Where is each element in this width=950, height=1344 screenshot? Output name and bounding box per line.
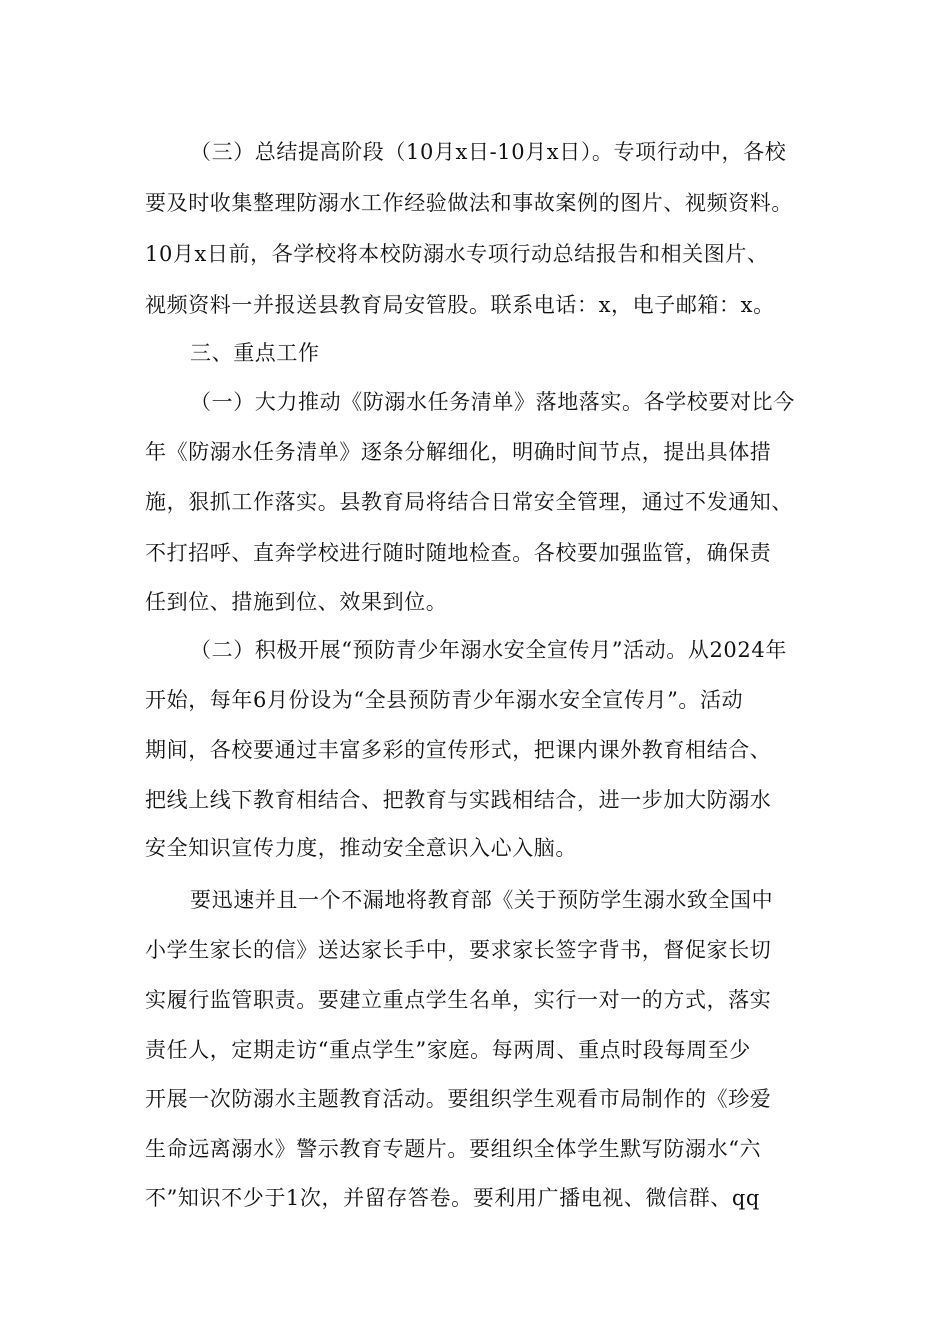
text-line: （二）积极开展“预防青少年溺水安全宣传月”活动。从2024年 bbox=[190, 638, 787, 662]
text-line: 责任人，定期走访“重点学生”家庭。每两周、重点时段每周至少 bbox=[145, 1038, 751, 1062]
text-line: 生命远离溺水》警示教育专题片。要组织全体学生默写防溺水“六 bbox=[145, 1137, 762, 1161]
text-line: 10月x日前，各学校将本校防溺水专项行动总结报告和相关图片、 bbox=[145, 242, 769, 266]
text-line: 不打招呼、直奔学校进行随时随地检查。各校要加强监管，确保责 bbox=[145, 541, 772, 565]
text-line: 要迅速并且一个不漏地将教育部《关于预防学生溺水致全国中 bbox=[190, 888, 774, 912]
text-line: 要及时收集整理防溺水工作经验做法和事故案例的图片、视频资料。 bbox=[145, 191, 793, 215]
text-line: 施，狠抓工作落实。县教育局将结合日常安全管理，通过不发通知、 bbox=[145, 490, 793, 514]
section-heading: 三、重点工作 bbox=[190, 341, 320, 365]
text-line: 开展一次防溺水主题教育活动。要组织学生观看市局制作的《珍爱 bbox=[145, 1087, 772, 1111]
text-line: 实履行监管职责。要建立重点学生名单，实行一对一的方式，落实 bbox=[145, 988, 772, 1012]
text-line: 把线上线下教育相结合、把教育与实践相结合，进一步加大防溺水 bbox=[145, 788, 772, 812]
text-line: 年《防溺水任务清单》逐条分解细化，明确时间节点，提出具体措 bbox=[145, 440, 772, 464]
text-line: 不”知识不少于1次，并留存答卷。要利用广播电视、微信群、qq bbox=[145, 1186, 760, 1210]
text-line: （一）大力推动《防溺水任务清单》落地落实。各学校要对比今 bbox=[190, 390, 795, 414]
text-line: 期间，各校要通过丰富多彩的宣传形式，把课内课外教育相结合、 bbox=[145, 738, 772, 762]
text-line: 视频资料一并报送县教育局安管股。联系电话：x，电子邮箱：x。 bbox=[145, 293, 775, 317]
text-line: 开始，每年6月份设为“全县预防青少年溺水安全宣传月”。活动 bbox=[145, 688, 744, 712]
text-line: （三）总结提高阶段（10月x日-10月x日）。专项行动中，各校 bbox=[190, 140, 787, 164]
text-line: 任到位、措施到位、效果到位。 bbox=[145, 590, 448, 614]
text-line: 安全知识宣传力度，推动安全意识入心入脑。 bbox=[145, 836, 577, 860]
text-line: 小学生家长的信》送达家长手中，要求家长签字背书，督促家长切 bbox=[145, 938, 772, 962]
